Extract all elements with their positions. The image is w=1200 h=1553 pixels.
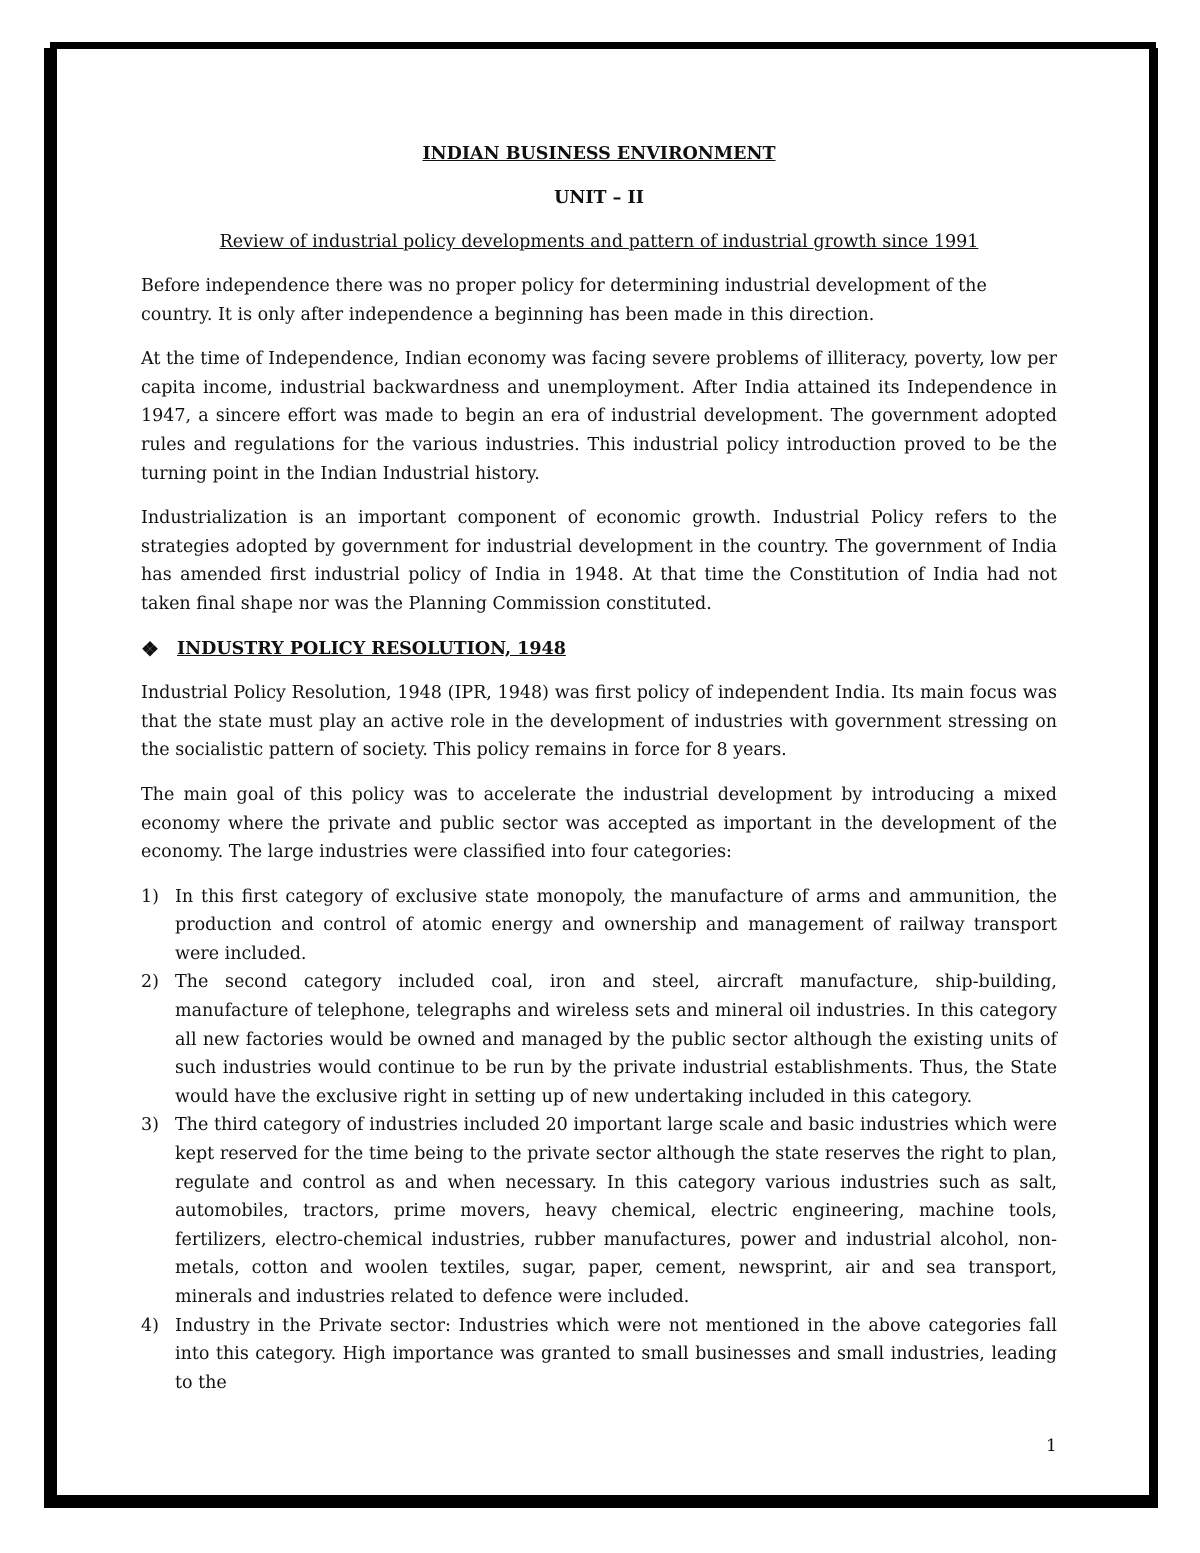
- document-title: INDIAN BUSINESS ENVIRONMENT: [422, 144, 776, 164]
- list-item: [141, 1111, 1057, 1311]
- list-number: 1): [141, 886, 159, 907]
- list-number: 2): [141, 972, 159, 993]
- list-text: Industry in the Private sector: Industries which were not mentioned in the above categories fall into this category. High importance was granted to small businesses and small industries, leading to the: [175, 1315, 1057, 1393]
- list-text: The second category included coal, iron and steel, aircraft manufacture, ship-building, manufacture of telephone, telegraphs and wireless sets and mineral oil industries. In this category all new factories would be owned and managed by the public sector although the existing units of such industries would continue to be run by the private industrial establishments. Thus, the State would have the exclusive right in setting up of new undertaking included in this category.: [175, 972, 1057, 1107]
- list-item: [141, 968, 1057, 1111]
- paragraph: The main goal of this policy was to accelerate the industrial development by introducing a mixed economy where the private and public sector was accepted as important in the development of the economy. The large industries were classified into four categories:: [141, 784, 1057, 863]
- list-number: 4): [141, 1315, 159, 1336]
- list-number: 3): [141, 1115, 159, 1136]
- page-number: 1: [1046, 1436, 1057, 1456]
- list-item: [141, 1312, 1057, 1398]
- diamond-bullet-icon: ❖: [141, 636, 159, 661]
- paragraph: At the time of Independence, Indian economy was facing severe problems of illiteracy, poverty, low per capita income, industrial backwardness and unemployment. After India attained its Independence in 1947, a sincere effort was made to begin an era of industrial development. The government adopted rules and regulations for the various industries. This industrial policy introduction proved to be the turning point in the Indian Industrial history.: [141, 349, 1057, 484]
- list-text: The third category of industries included 20 important large scale and basic industries which were kept reserved for the time being to the private sector although the state reserves the right to plan, regulate and control as and when necessary. In this category various industries such as salt, automobiles, tractors, prime movers, heavy chemical, electric engineering, machine tools, fertilizers, electro-chemical industries, rubber manufactures, power and industrial alcohol, non-metals, cotton and woolen textiles, sugar, paper, cement, newsprint, air and sea transport, minerals and industries related to defence were included.: [175, 1115, 1057, 1307]
- paragraph: Industrialization is an important component of economic growth. Industrial Policy refers to the strategies adopted by government for industrial development in the country. The government of India has amended first industrial policy of India in 1948. At that time the Constitution of India had not taken final shape nor was the Planning Commission constituted.: [141, 508, 1057, 614]
- paragraph: Before independence there was no proper policy for determining industrial development of the country. It is only after independence a beginning has been made in this direction.: [141, 276, 987, 325]
- section-heading: [141, 635, 1057, 664]
- category-list: [141, 883, 1057, 1398]
- list-item: [141, 883, 1057, 969]
- paragraph: Industrial Policy Resolution, 1948 (IPR, 1948) was first policy of independent India. Its main focus was that the state must play an active role in the development of industries with government stressing on the socialistic pattern of society. This policy remains in force for 8 years.: [141, 683, 1057, 761]
- unit-heading: UNIT – II: [554, 188, 644, 208]
- document-subtitle: Review of industrial policy developments and pattern of industrial growth since 1991: [219, 232, 979, 252]
- list-text: In this first category of exclusive state monopoly, the manufacture of arms and ammunition, the production and control of atomic energy and ownership and management of railway transport were included.: [175, 886, 1057, 964]
- section-heading-text: INDUSTRY POLICY RESOLUTION, 1948: [177, 638, 566, 659]
- document-body: [141, 140, 1057, 1397]
